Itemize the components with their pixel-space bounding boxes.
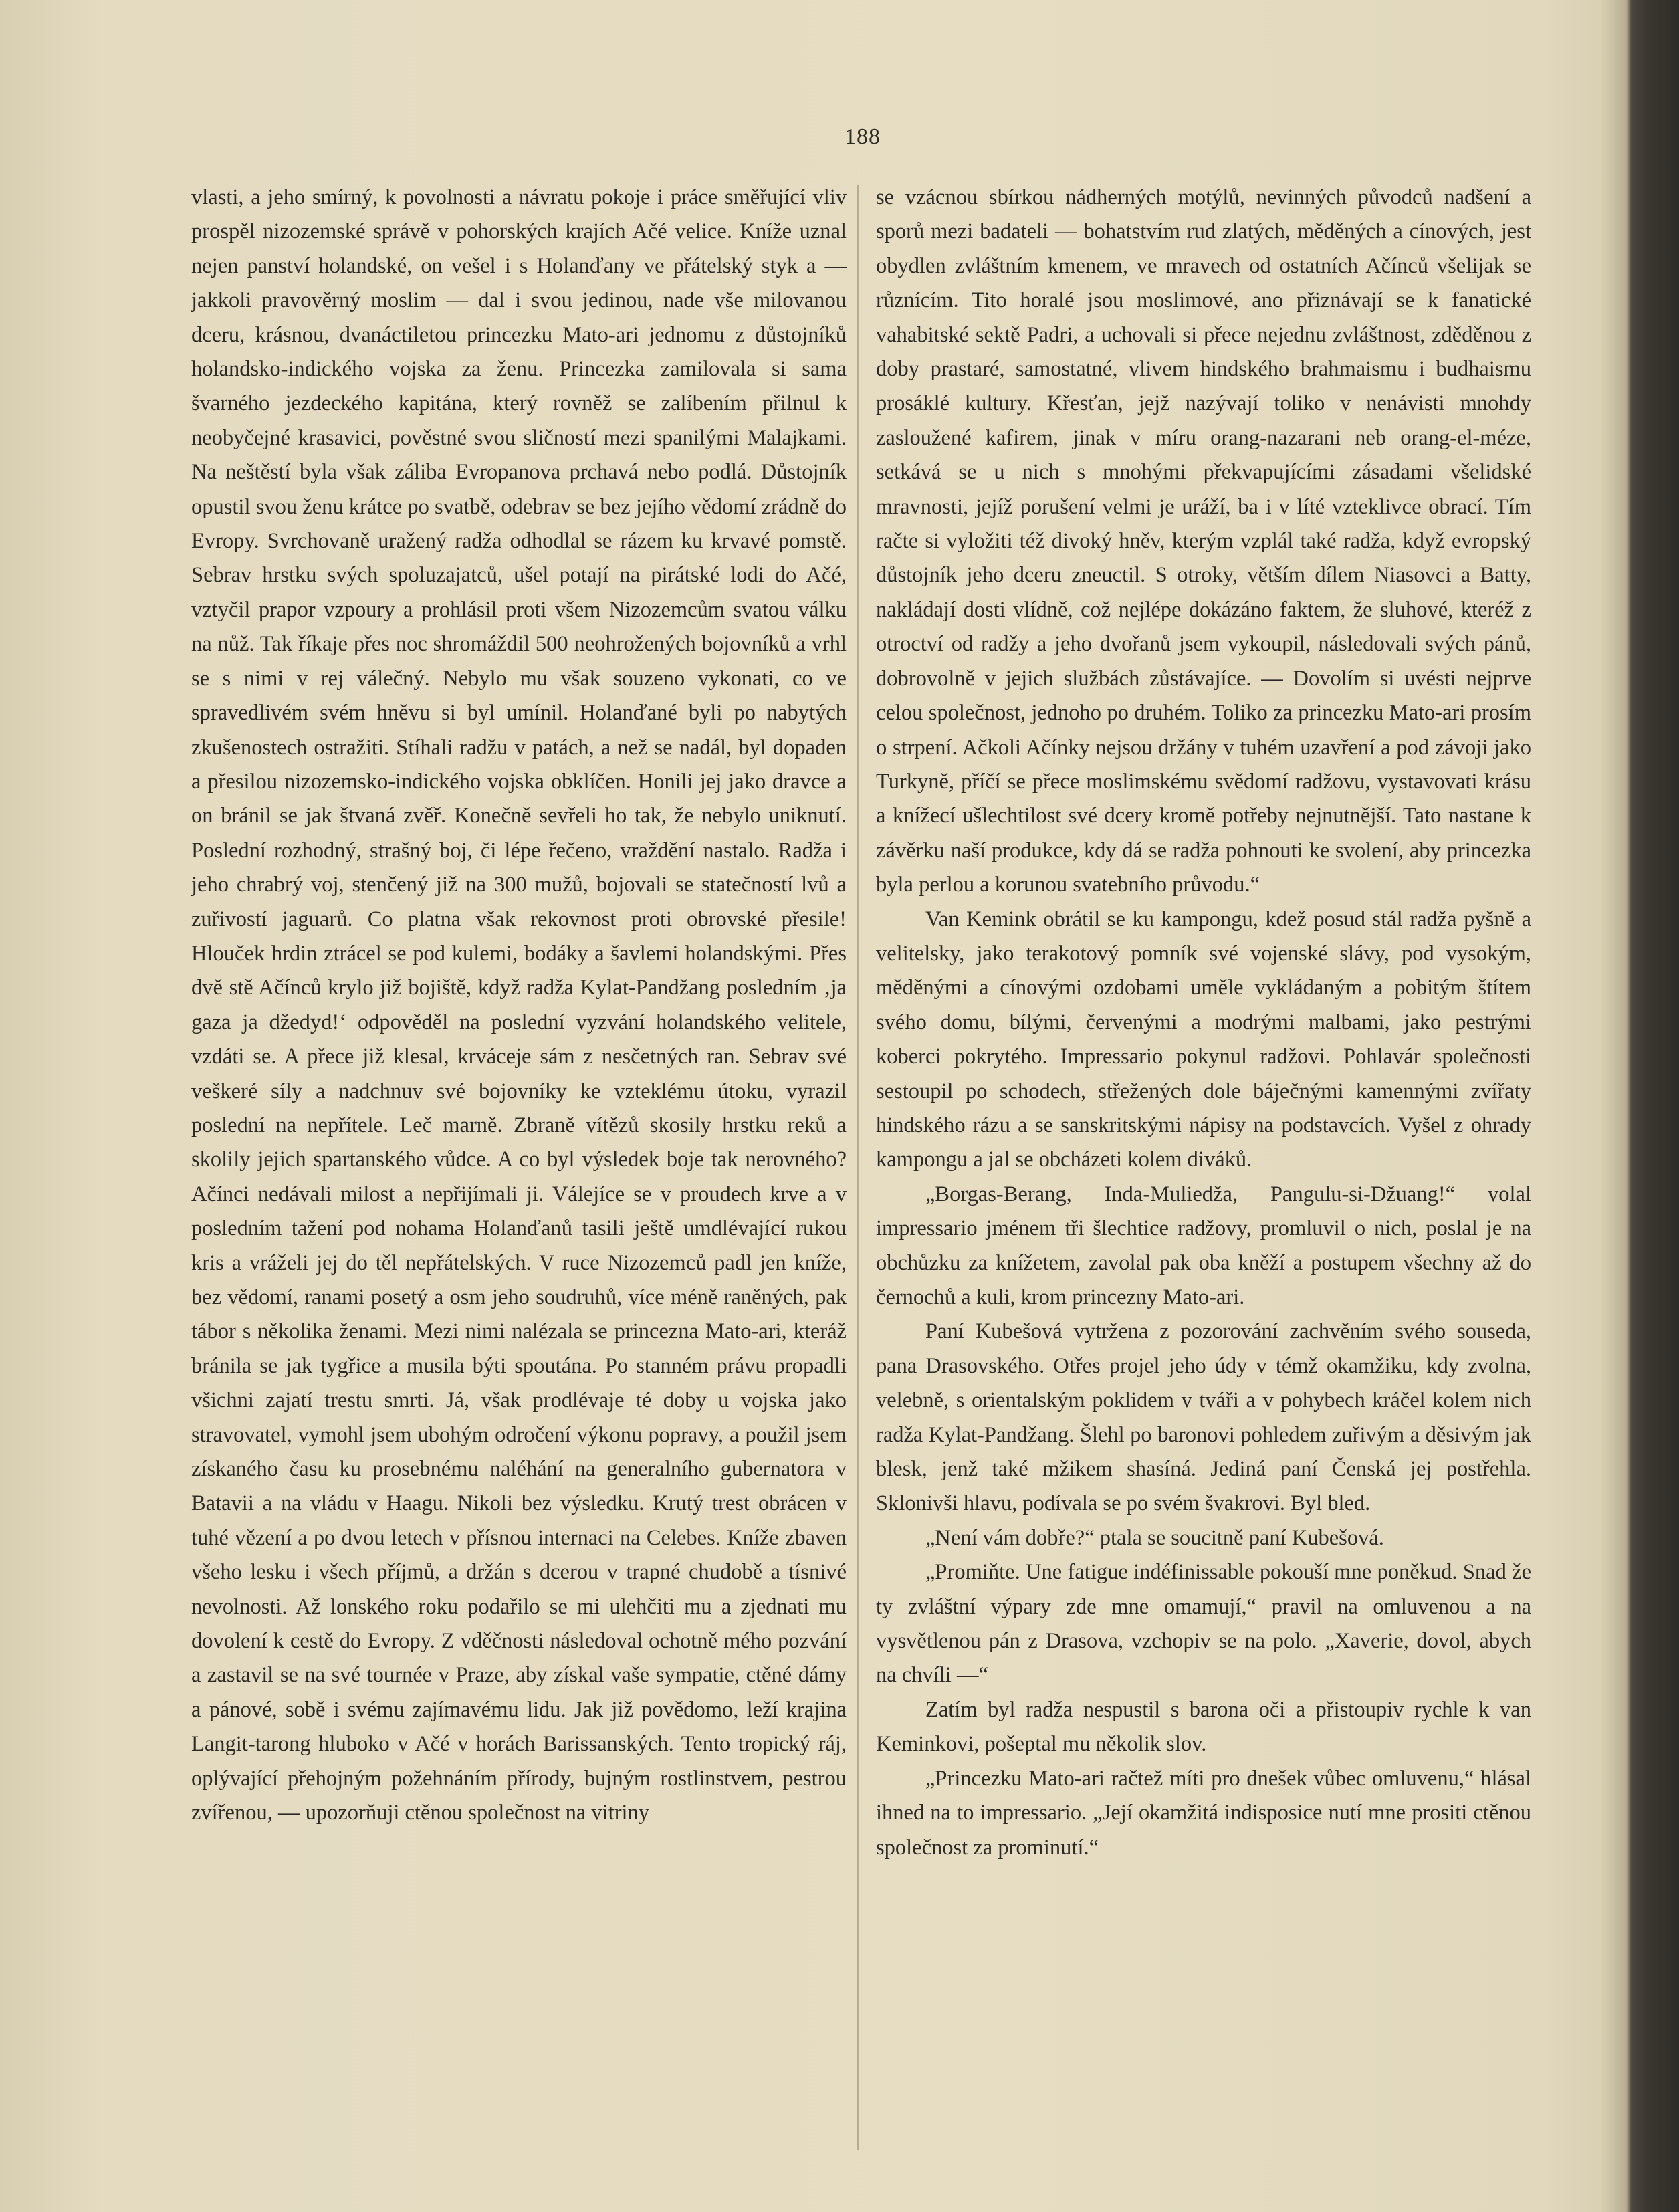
paragraph: „Není vám dobře?“ ptala se soucitně paní Kubešová. — [925, 1525, 1384, 1550]
paragraph: „Borgas-Berang, Inda-Muliedža, Pangulu-si-Džuang!“ volal impressario jménem tři šlechtice radžovy, promluvil o nich, poslal je na obchůzku za knížetem, zavolal pak oba kněží a postupem všechny až do černochů a kuli, krom princezny Mato-ari. — [876, 1182, 1531, 1309]
right-column — [876, 181, 1531, 1865]
column-divider — [857, 185, 859, 2150]
paragraph: Paní Kubešová vytržena z pozorování zachvěním svého souseda, pana Drasovského. Otřes projel jeho údy v témž okamžiku, kdy zvolna, velebně, s orientalským poklidem v tváři a v pohybech kráčel kolem nich radža Kylat-Pandžang. Šlehl po baronovi pohledem zuřivým a děsivým jak blesk, jenž také mžikem shasíná. Jediná paní Čenská jej postřehla. Sklonivši hlavu, podívala se po svém švakrovi. Byl bled. — [876, 1319, 1531, 1516]
paragraph: „Princezku Mato-ari račtež míti pro dnešek vůbec omluvenu,“ hlásal ihned na to impressario. „Její okamžitá indisposice nutí mne prositi ctěnou společnost za prominutí.“ — [876, 1766, 1531, 1860]
left-column — [191, 181, 847, 1831]
page-gutter-shadow — [1601, 0, 1628, 2212]
paragraph: vlasti, a jeho smírný, k povolnosti a návratu pokoje i práce směřující vliv prospěl nizozemské správě v pohorských krajích Ačé velice. Kníže uznal nejen panství holandské, on vešel i s Holanďany ve přátelský styk a — jakkoli pravověrný moslim — dal i svou jedinou, nade vše milovanou dceru, krásnou, dvanáctiletou princezku Mato-ari jednomu z důstojníků holandsko-indického vojska za ženu. Princezka zamilovala si sama švarného jezdeckého kapitána, který rovněž se zalíbením přilnul k neobyčejné krasavici, pověstné svou sličností mezi spanilými Malajkami. Na neštěstí byla však záliba Evropanova prchavá nebo podlá. Důstojník opustil svou ženu krátce po svatbě, odebrav se bez jejího vědomí zrádně do Evropy. Svrchovaně uražený radža odhodlal se rázem ku krvavé pomstě. Sebrav hrstku svých spoluzajatců, ušel potají na pirátské lodi do Ačé, vztyčil prapor vzpoury a prohlásil proti všem Nizozemcům svatou válku na nůž. Tak říkaje přes noc shromáždil 500 neohrožených bojovníků a vrhl se s nimi v rej válečný. Nebylo mu však souzeno vykonati, co ve spravedlivém svém hněvu si byl umínil. Holanďané byli po nabytých zkušenostech ostražiti. Stíhali radžu v patách, a než se nadál, byl dopaden a přesilou nizozemsko-indického vojska obklíčen. Honili jej jako dravce a on bránil se jak štvaná zvěř. Konečně sevřeli ho tak, že nebylo uniknutí. Poslední rozhodný, strašný boj, či lépe řečeno, vraždění nastalo. Radža i jeho chrabrý voj, stenčený již na 300 mužů, bojovali se statečností lvů a zuřivostí jaguarů. Co platna však rekovnost proti obrovské přesile! Hlouček hrdin ztrácel se pod kulemi, bodáky a šavlemi holandskými. Přes dvě stě Ačínců krylo již bojiště, když radža Kylat-Pandžang posledním ‚ja gaza ja džedyd!‘ odpověděl na poslední vyzvání holandského velitele, vzdáti se. A přece již klesal, krváceje sám z nesčetných ran. Sebrav své veškeré síly a nadchnuv své bojovníky ke vzteklému útoku, vyrazil poslední na nepřítele. Leč marně. Zbraně vítězů skosily hrstku reků a skolily jejich spartanského vůdce. A co byl výsledek boje tak nerovného? Ačínci nedávali milost a nepřijímali ji. Válejíce se v proudech krve a v posledním tažení pod nohama Holanďanů tasili ještě umdlévající rukou kris a vráželi jej do těl nepřátelských. V ruce Nizozemců padl jen kníže, bez vědomí, ranami posetý a osm jeho soudruhů, více méně raněných, pak tábor s několika ženami. Mezi nimi nalézala se princezna Mato-ari, kteráž bránila se jak tygřice a musila býti spoutána. Po stanném právu propadli všichni zajatí trestu smrti. Já, však prodlévaje té doby u vojska jako stravovatel, vymohl jsem ubohým odročení výkonu popravy, a použil jsem získaného času ku prosebnému naléhání na generalního gubernatora v Batavii a na vládu v Haagu. Nikoli bez výsledku. Krutý trest obrácen v tuhé vězení a po dvou letech v přísnou internaci na Celebes. Kníže zbaven všeho lesku i všech příjmů, a držán s dcerou v trapné chudobě a tísnivé nevolnosti. Až lonského roku podařilo se mi ulehčiti mu a zjednati mu dovolení k cestě do Evropy. Z vděčnosti následoval ochotně mého pozvání a zastavil se na své tournée v Praze, aby získal vaše sympatie, ctěné dámy a pánové, sobě i svému zajímavému lidu. Jak již povědomo, leží krajina Langit-tarong hluboko v Ačé v horách Barissanských. Tento tropický ráj, oplývající přehojným požehnáním přírody, bujným rostlinstvem, pestrou zvířenou, — upozorňuji ctěnou společnost na vitriny — [191, 185, 847, 1826]
paragraph: Van Kemink obrátil se ku kampongu, kdež posud stál radža pyšně a velitelsky, jako terakotový pomník své vojenské slávy, pod vysokým, měděnými a cínovými ozdobami uměle vykládaným a pobitým štítem svého domu, bílými, červenými a modrými malbami, jako pestrými koberci pokrytého. Impressario pokynul radžovi. Pohlavár společnosti sestoupil po schodech, střežených dole báječnými kamennými zvířaty hindského rázu a se sanskritskými nápisy na podstavcích. Vyšel z ohrady kampongu a jal se obcházeti kolem diváků. — [876, 907, 1531, 1172]
paragraph: se vzácnou sbírkou nádherných motýlů, nevinných původců nadšení a sporů mezi badateli — bohatstvím rud zlatých, měděných a cínových, jest obydlen zvláštním kmenem, ve mravech od ostatních Ačínců všelijak se různícím. Tito horalé jsou moslimové, ano přiznávají se k fanatické vahabitské sektě Padri, a uchovali si přece nejednu zvláštnost, zděděnou z doby prastaré, samostatné, vlivem hindského brahmaismu i budhaismu prosáklé kultury. Křesťan, jejž nazývají toliko v nenávisti mnohdy zasloužené kafirem, jinak v míru orang-nazarani neb orang-el-méze, setkává se u nich s mnohými překvapujícími zásadami všelidské mravnosti, jejíž porušení velmi je uráží, ba i v líté vzteklivce obrací. Tím račte si vyložiti též divoký hněv, kterým vzplál také radža, když evropský důstojník jeho dceru zneuctil. S otroky, větším dílem Niasovci a Batty, nakládají dosti vlídně, což nejlépe dokázáno faktem, že sluhové, kteréž z otroctví od radžy a jeho dvořanů jsem vykoupil, následovali svých pánů, dobrovolně v jejich službách zůstávajíce. — Dovolím si uvésti nejprve celou společnost, jednoho po druhém. Toliko za princezku Mato-ari prosím o strpení. Ačkoli Ačínky nejsou držány v tuhém uzavření a pod závoji jako Turkyně, příčí se přece moslimskému svědomí radžovu, vystavovati krásu a knížecí ušlechtilost své dcery kromě potřeby nejnutnější. Tato nastane k závěrku naší produkce, kdy dá se radža pohnouti ke svolení, aby princezka byla perlou a korunou svatebního průvodu.“ — [876, 185, 1531, 897]
paragraph: Zatím byl radža nespustil s barona oči a přistoupiv rychle k van Keminkovi, pošeptal mu několik slov. — [876, 1697, 1531, 1757]
book-edge — [1626, 0, 1679, 2212]
paragraph: „Promiňte. Une fatigue indéfinissable pokouší mne poněkud. Snad že ty zvláštní výpary zde mne omamují,“ pravil na omluvenou a na vysvětlenou pán z Drasova, vzchopiv se na polo. „Xaverie, dovol, abych na chvíli —“ — [876, 1560, 1531, 1688]
page-number: 188 — [845, 124, 881, 149]
